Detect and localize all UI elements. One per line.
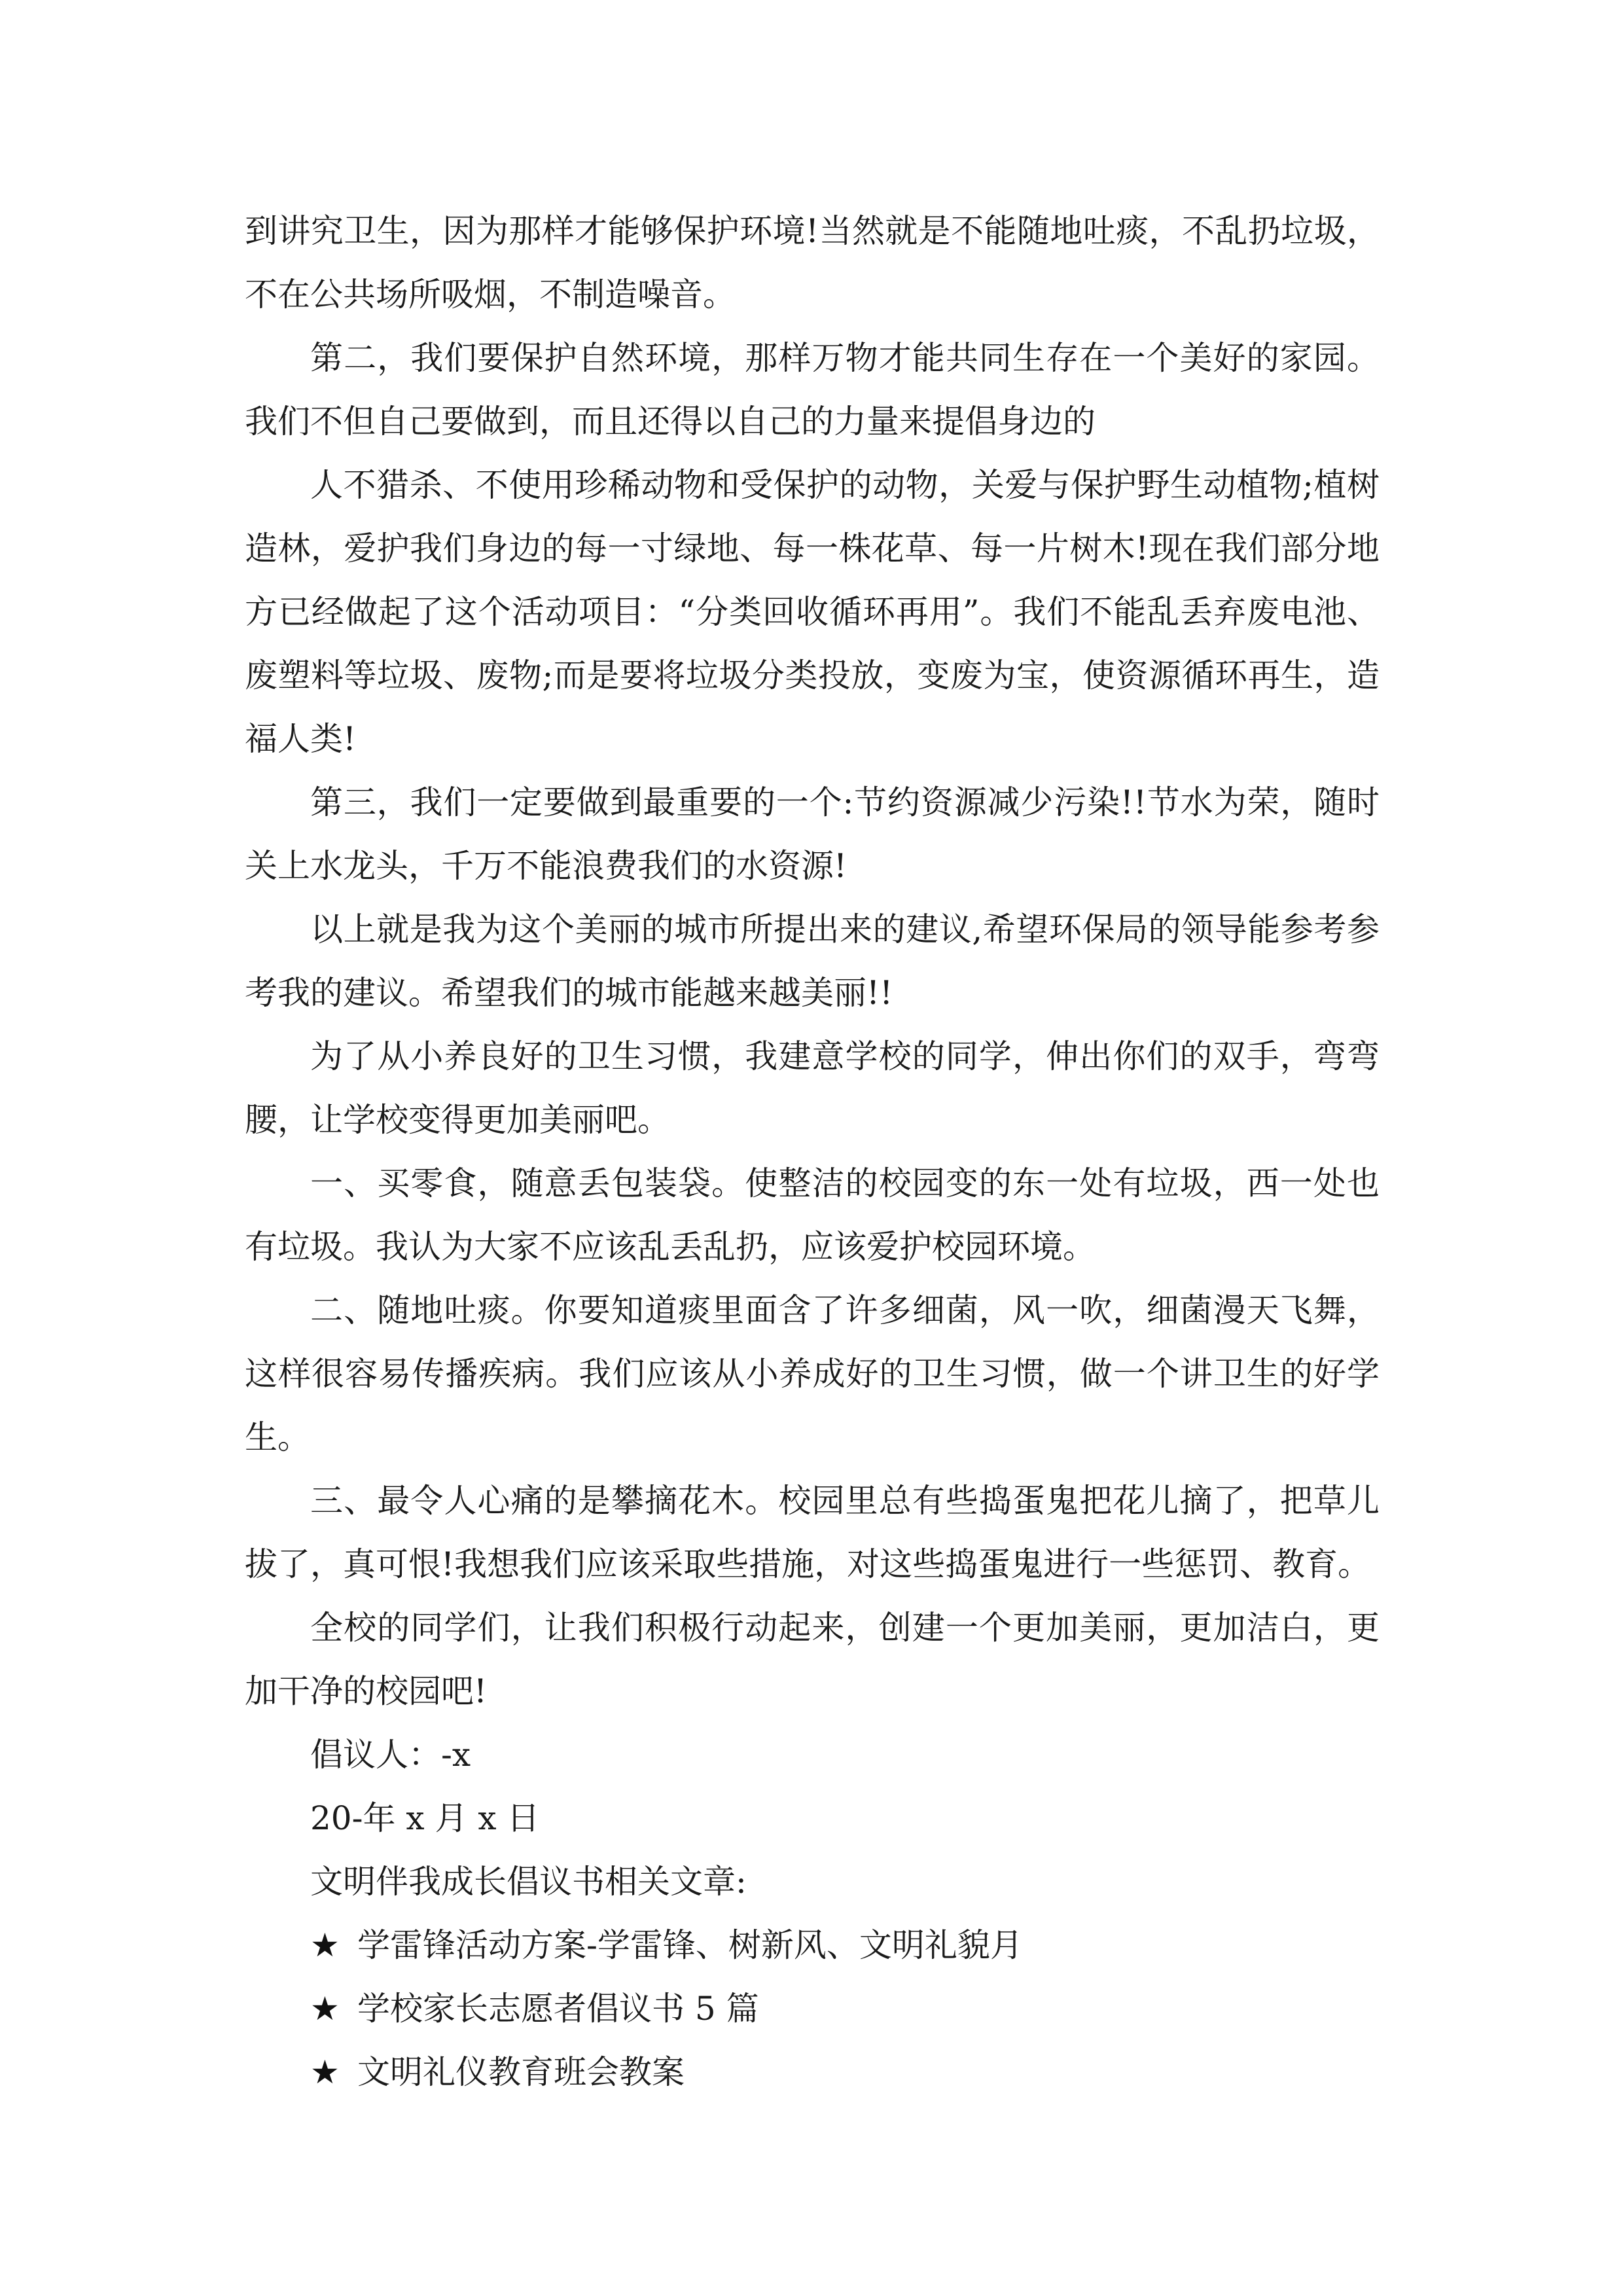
star-icon: ★: [310, 2053, 340, 2091]
paragraph-wildlife: 人不猎杀、不使用珍稀动物和受保护的动物，关爱与保护野生动植物;植树造林，爱护我们身边的每一寸绿地、每一株花草、每一片树木!现在我们部分地方已经做起了这个活动项目：“分类回收循环再用”。我们不能乱丢弃废电池、废塑料等垃圾、废物;而是要将垃圾分类投放，变废为宝，使资源循环再生，造福人类!: [245, 466, 1380, 758]
related-article-link[interactable]: 学雷锋活动方案-学雷锋、树新风、文明礼貌月: [357, 1926, 1023, 1964]
paragraph-third-point: 第三，我们一定要做到最重要的一个:节约资源减少污染!!节水为荣，随时关上水龙头，千万不能浪费我们的水资源!: [245, 783, 1380, 885]
paragraph-closing: 全校的同学们，让我们积极行动起来，创建一个更加美丽，更加洁白，更加干净的校园吧!: [245, 1609, 1380, 1710]
paragraph-item-three: 三、最令人心痛的是攀摘花木。校园里总有些捣蛋鬼把花儿摘了，把草儿拔了，真可恨!我想我们应该采取些措施，对这些捣蛋鬼进行一些惩罚、教育。: [245, 1482, 1380, 1583]
signature-line: 倡议人：-x: [310, 1736, 471, 1774]
related-articles-heading: 文明伴我成长倡议书相关文章:: [310, 1863, 747, 1901]
related-article-item[interactable]: [310, 2041, 1380, 2104]
paragraph-item-one: 一、买零食，随意丢包装袋。使整洁的校园变的东一处有垃圾，西一处也有垃圾。我认为大家不应该乱丢乱扔，应该爱护校园环境。: [245, 1164, 1380, 1266]
related-article-link[interactable]: 文明礼仪教育班会教案: [357, 2053, 685, 2091]
paragraph-school-intro: 为了从小养良好的卫生习惯，我建意学校的同学，伸出你们的双手，弯弯腰，让学校变得更加美丽吧。: [245, 1037, 1380, 1139]
paragraph-item-two: 二、随地吐痰。你要知道痰里面含了许多细菌，风一吹，细菌漫天飞舞，这样很容易传播疾病。我们应该从小养成好的卫生习惯，做一个讲卫生的好学生。: [245, 1291, 1380, 1456]
date-line: 20-年 x 月 x 日: [310, 1799, 540, 1837]
paragraph-second-point: 第二，我们要保护自然环境，那样万物才能共同生存在一个美好的家园。我们不但自己要做到，而且还得以自己的力量来提倡身边的: [245, 339, 1380, 440]
star-icon: ★: [310, 1926, 340, 1964]
star-icon: ★: [310, 1990, 340, 2028]
related-article-item[interactable]: [310, 1914, 1380, 1977]
document-body: [245, 200, 1380, 2104]
related-articles-list: [245, 1914, 1380, 2104]
paragraph-summary: 以上就是我为这个美丽的城市所提出来的建议,希望环保局的领导能参考参考我的建议。希望我们的城市能越来越美丽!!: [245, 910, 1380, 1012]
related-article-item[interactable]: [310, 1977, 1380, 2041]
paragraph-continuation: 到讲究卫生，因为那样才能够保护环境!当然就是不能随地吐痰，不乱扔垃圾，不在公共场所吸烟，不制造噪音。: [245, 212, 1380, 314]
related-article-link[interactable]: 学校家长志愿者倡议书 5 篇: [357, 1990, 759, 2028]
